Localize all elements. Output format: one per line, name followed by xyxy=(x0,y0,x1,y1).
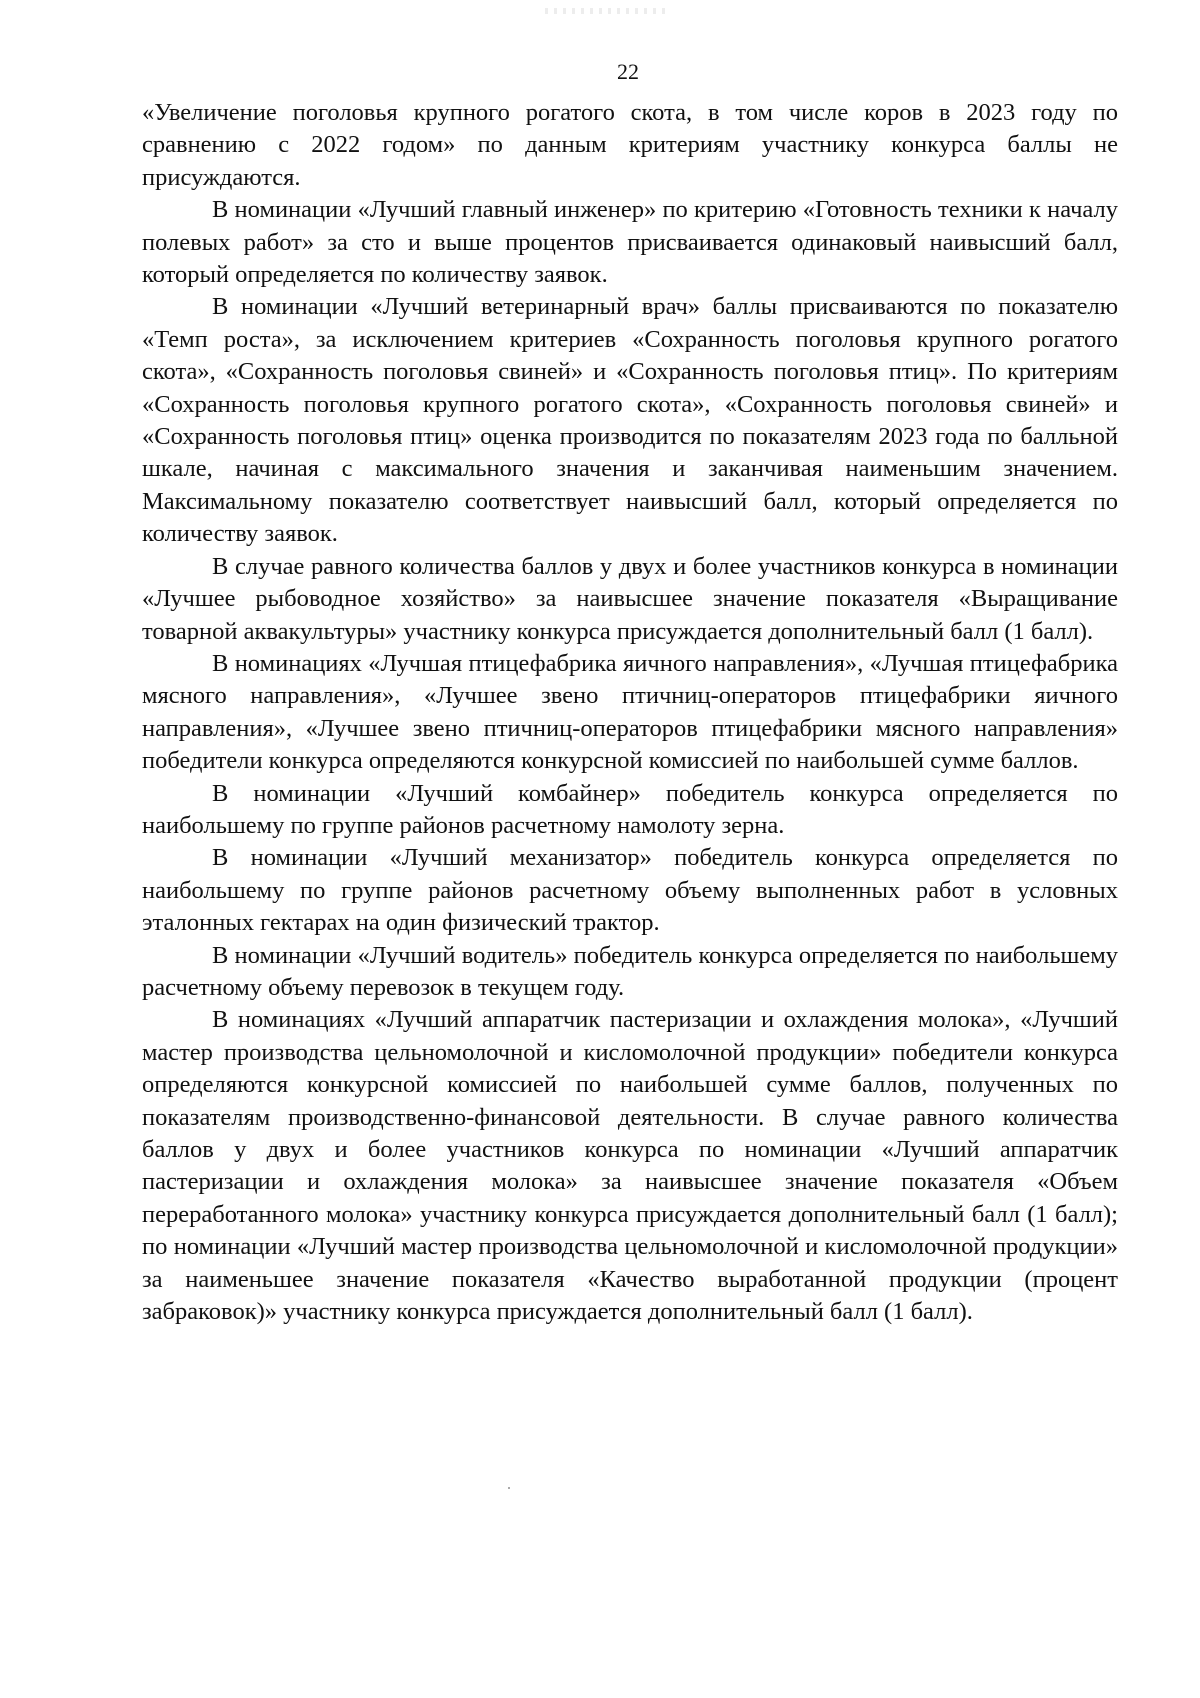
paragraph: «Увеличение поголовья крупного рогатого скота, в том числе коров в 2023 году по сравнению с 2022 годом» по данным критериям участнику конкурса баллы не присуждаются. xyxy=(142,99,1118,191)
page-number: 22 xyxy=(617,59,639,84)
scan-artifact xyxy=(545,8,665,14)
document-body xyxy=(142,97,1118,1328)
paragraph: В случае равного количества баллов у двух и более участников конкурса в номинации «Лучшее рыбоводное хозяйство» за наивысшее значение показателя «Выращивание товарной аквакультуры» участнику конкурса присуждается дополнительный балл (1 балл). xyxy=(142,552,1118,645)
paragraph: В номинации «Лучший механизатор» победитель конкурса определяется по наибольшему по группе районов расчетному объему выполненных работ в условных эталонных гектарах на один физический трактор. xyxy=(142,844,1118,937)
paragraph: В номинации «Лучший водитель» победитель конкурса определяется по наибольшему расчетному объему перевозок в текущем году. xyxy=(142,941,1118,1001)
scan-artifact xyxy=(508,1487,510,1489)
paragraph: В номинациях «Лучшая птицефабрика яичного направления», «Лучшая птицефабрика мясного направления», «Лучшее звено птичниц-операторов птицефабрики яичного направления», «Лучшее звено птичниц-операторов птицефабрики мясного направления» победители конкурса определяются конкурсной комиссией по наибольшей сумме баллов. xyxy=(142,649,1118,775)
paragraph: В номинации «Лучший ветеринарный врач» баллы присваиваются по показателю «Темп роста», за исключением критериев «Сохранность поголовья крупного рогатого скота», «Сохранность поголовья свиней» и «Сохранность поголовья птиц». По критериям «Сохранность поголовья крупного рогатого скота», «Сохранность поголовья свиней» и «Сохранность поголовья птиц» оценка производится по показателям 2023 года по балльной шкале, начиная с максимального значения и заканчивая наименьшим значением. Максимальному показателю соответствует наивысший балл, который определяется по количеству заявок. xyxy=(142,293,1118,548)
paragraph: В номинации «Лучший главный инженер» по критерию «Готовность техники к началу полевых работ» за сто и выше процентов присваивается одинаковый наивысший балл, который определяется по количеству заявок. xyxy=(142,196,1118,289)
paragraph: В номинациях «Лучший аппаратчик пастеризации и охлаждения молока», «Лучший мастер производства цельномолочной и кисломолочной продукции» победители конкурса определяются конкурсной комиссией по наибольшей сумме баллов, полученных по показателям производственно-финансовой деятельности. В случае равного количества баллов у двух и более участников конкурса по номинации «Лучший аппаратчик пастеризации и охлаждения молока» за наивысшее значение показателя «Объем переработанного молока» участнику конкурса присуждается дополнительный балл (1 балл); по номинации «Лучший мастер производства цельномолочной и кисломолочной продукции» за наименьшее значение показателя «Качество выработанной продукции (процент забраковок)» участнику конкурса присуждается дополнительный балл (1 балл). xyxy=(142,1006,1118,1326)
paragraph: В номинации «Лучший комбайнер» победитель конкурса определяется по наибольшему по группе районов расчетному намолоту зерна. xyxy=(142,779,1118,839)
